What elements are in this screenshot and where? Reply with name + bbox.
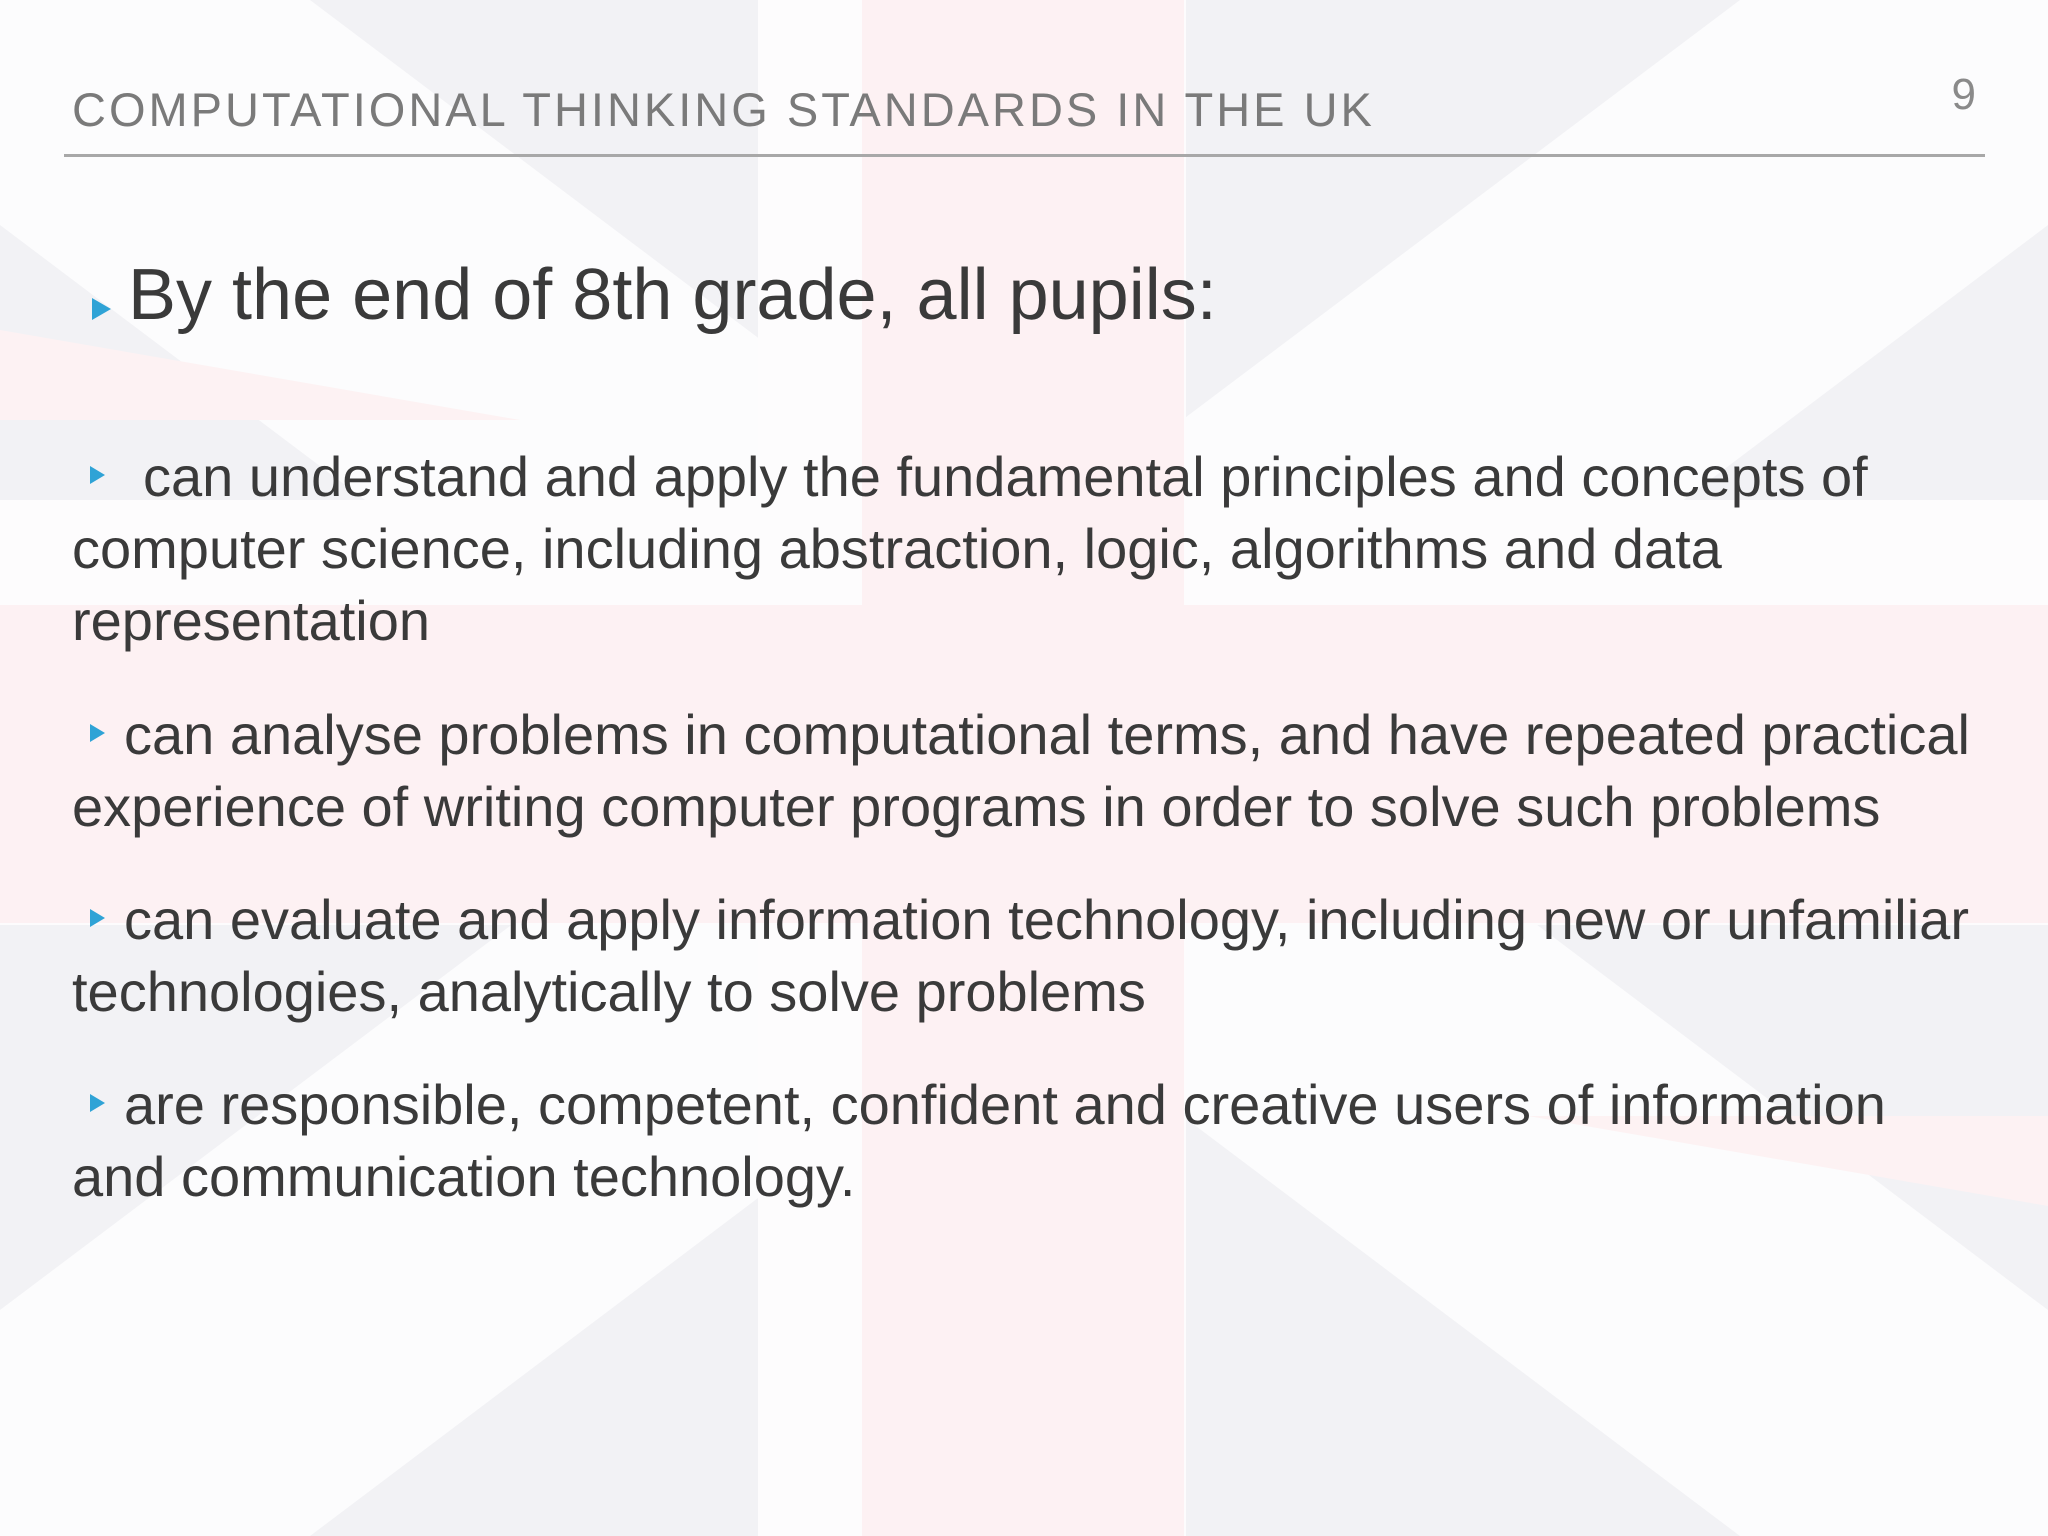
list-item-text: can analyse problems in computational terms, and have repeated practical experience of writing computer programs in order to solve such problems [72, 703, 1970, 838]
list-item [72, 884, 1972, 1028]
heading-row [92, 254, 1217, 336]
list-item-text: can understand and apply the fundamental principles and concepts of computer science, including abstraction, logic, algorithms and data representation [72, 445, 1868, 652]
list-item-text: are responsible, competent, confident and creative users of information and communication technology. [72, 1073, 1886, 1208]
heading-text: By the end of 8th grade, all pupils: [128, 255, 1217, 335]
list-item [72, 1069, 1972, 1213]
list-item [72, 699, 1972, 843]
triangle-bullet-icon [90, 909, 105, 927]
triangle-bullet-icon [90, 1094, 105, 1112]
slide-title: COMPUTATIONAL THINKING STANDARDS IN THE UK [72, 83, 1375, 136]
list-item-text: can evaluate and apply information technology, including new or unfamiliar technologies, analytically to solve problems [72, 888, 1969, 1023]
triangle-bullet-icon [92, 298, 111, 320]
list-item [72, 441, 1972, 657]
triangle-bullet-icon [90, 466, 105, 484]
title-divider [64, 154, 1985, 157]
bullet-list [72, 441, 1972, 1213]
triangle-bullet-icon [90, 724, 105, 742]
slide-number: 9 [1951, 70, 1976, 119]
